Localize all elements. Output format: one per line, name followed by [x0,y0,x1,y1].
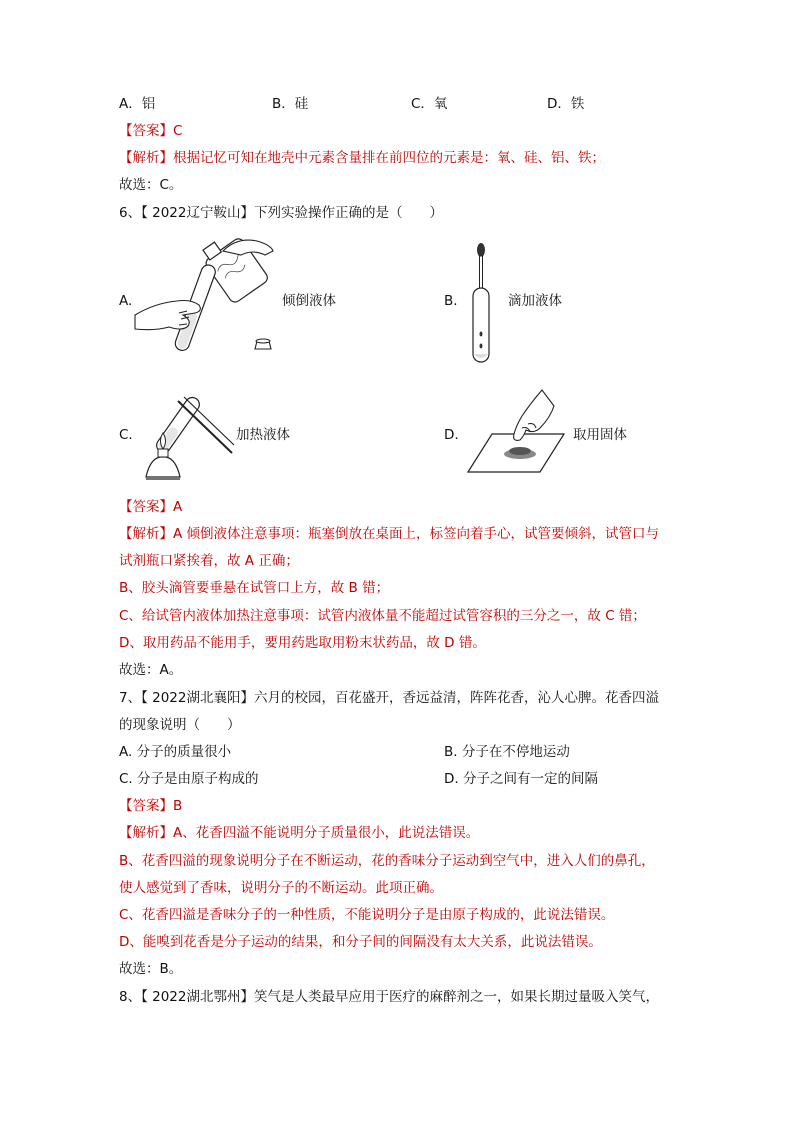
q6-analysis-line-3: B、胶头滴管要垂悬在试管口上方，故 B 错； [119,580,390,596]
q6-analysis-line-5: D、取用药品不能用手，要用药匙取用粉末状药品，故 D 错。 [119,635,486,651]
q5-option-d: D．铁 [547,96,585,112]
q7-stem-line-2: 的现象说明（ ） [119,717,241,733]
heating-liquid-illustration [136,387,236,485]
q8-stem: 8、【 2022湖北鄂州】笑气是人类最早应用于医疗的麻醉剂之一，如果长期过量吸入笑气， [119,989,659,1005]
q6-fig-c-label: 加热液体 [236,427,290,443]
q6-fig-b-label: 滴加液体 [508,293,562,309]
q6-fig-c-letter: C. [119,427,133,443]
q5-option-c: C．氧 [411,96,448,112]
q6-choose: 故选：A。 [119,662,183,678]
q7-choose: 故选：B。 [119,961,183,977]
q6-fig-b-letter: B. [444,293,458,309]
q7-option-a: A. 分子的质量很小 [119,744,232,760]
q6-fig-a-label: 倾倒液体 [282,293,336,309]
q7-analysis-line-5: D、能嗅到花香是分子运动的结果，和分子间的间隔没有太大关系，此说法错误。 [119,934,602,950]
q5-answer: 【答案】C [119,123,183,139]
q6-fig-d-letter: D. [444,427,459,443]
q6-fig-a-letter: A. [119,293,133,309]
q6-fig-d-label: 取用固体 [573,427,627,443]
q7-analysis-line-2: B、花香四溢的现象说明分子在不断运动，花的香味分子运动到空气中，进入人们的鼻孔， [119,853,655,869]
q5-option-a: A．铝 [119,96,156,112]
taking-solid-illustration [466,388,566,476]
q7-option-c: C. 分子是由原子构成的 [119,771,259,787]
q7-analysis-line-1: 【解析】A、花香四溢不能说明分子质量很小，此说法错误。 [119,825,480,841]
q5-analysis: 【解析】根据记忆可知在地壳中元素含量排在前四位的元素是：氧、硅、铝、铁； [119,150,605,166]
q7-answer: 【答案】B [119,798,183,814]
q6-analysis-line-4: C、给试管内液体加热注意事项：试管内液体量不能超过试管容积的三分之一，故 C 错； [119,608,646,624]
pouring-liquid-illustration [135,233,285,368]
q6-analysis-line-1: 【解析】A 倾倒液体注意事项：瓶塞倒放在桌面上，标签向着手心，试管要倾斜，试管口与 [119,526,660,542]
q7-option-d: D. 分子之间有一定的间隔 [444,771,598,787]
q6-stem: 6、【 2022辽宁鞍山】下列实验操作正确的是（ ） [119,205,443,221]
dropping-liquid-illustration [466,240,496,368]
q7-analysis-line-4: C、花香四溢是香味分子的一种性质，不能说明分子是由原子构成的，此说法错误。 [119,907,615,923]
q6-analysis-line-2: 试剂瓶口紧挨着，故 A 正确； [119,553,299,569]
q6-answer: 【答案】A [119,499,183,515]
q7-stem-line-1: 7、【 2022湖北襄阳】六月的校园，百花盛开，香远益清，阵阵花香，沁人心脾。花香四溢 [119,690,659,706]
q5-choose: 故选：C。 [119,177,183,193]
q7-analysis-line-3: 使人感觉到了香味，说明分子的不断运动。此项正确。 [119,880,443,896]
q7-option-b: B. 分子在不停地运动 [444,744,570,760]
q5-option-b: B．硅 [272,96,309,112]
